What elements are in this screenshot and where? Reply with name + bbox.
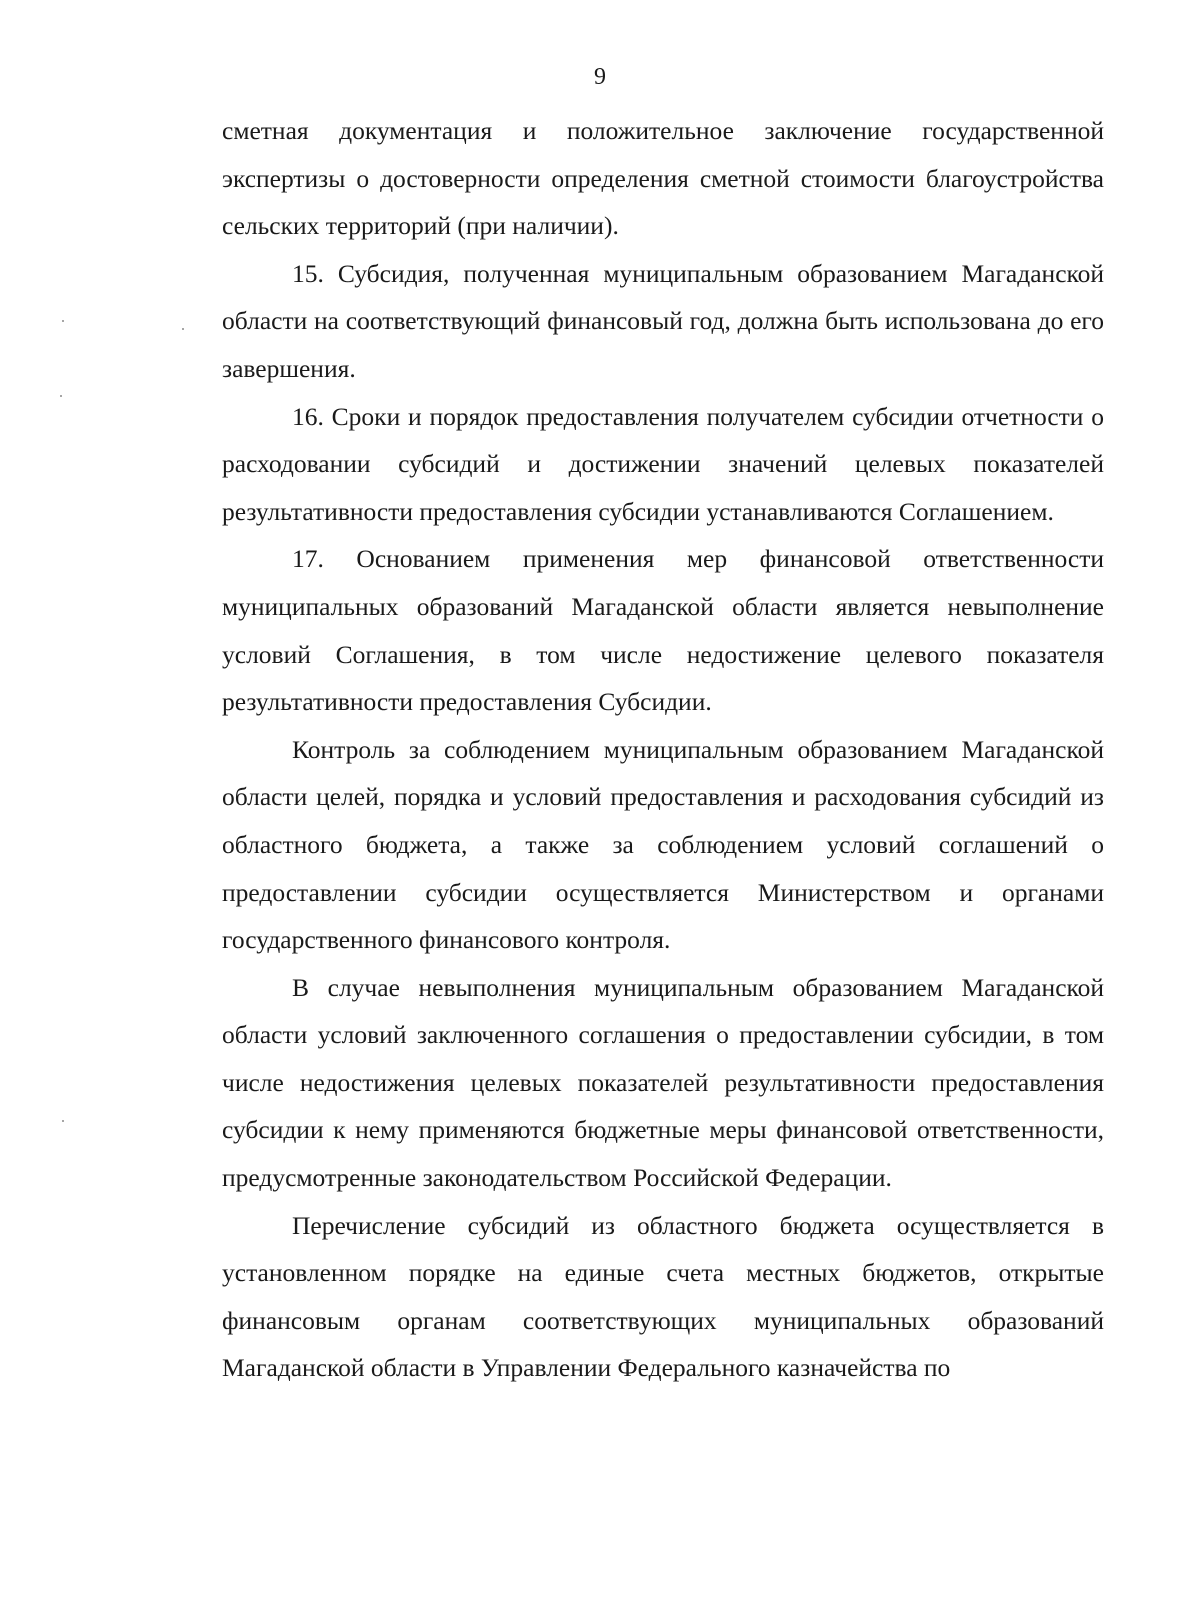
paragraph-17: 17. Основанием применения мер финансовой ответственности муниципальных образований Магаданской области является невыполнение условий Соглашения, в том числе недостижение целевого показателя результативности предоставления Субсидии. — [222, 544, 1104, 717]
document-body — [222, 107, 1104, 1392]
paragraph-continuation: сметная документация и положительное заключение государственной экспертизы о достоверности определения сметной стоимости благоустройства сельских территорий (при наличии). — [222, 116, 1104, 241]
scan-speck — [182, 328, 184, 330]
paragraph-transfer: Перечисление субсидий из областного бюджета осуществляется в установленном порядке на единые счета местных бюджетов, открытые финансовым органам соответствующих муниципальных образований Магаданской области в Управлении Федерального казначейства по — [222, 1210, 1104, 1383]
paragraph-non-fulfillment: В случае невыполнения муниципальным образованием Магаданской области условий заключенного соглашения о предоставлении субсидии, в том числе недостижения целевых показателей результативности предоставления субсидии к нему применяются бюджетные меры финансовой ответственности, предусмотренные законодательством Российской Федерации. — [222, 972, 1104, 1193]
page-number: 9 — [594, 64, 606, 90]
paragraph-15: 15. Субсидия, полученная муниципальным образованием Магаданской области на соответствующий финансовый год, должна быть использована до его завершения. — [222, 258, 1104, 383]
paragraph-control: Контроль за соблюдением муниципальным образованием Магаданской области целей, порядка и условий предоставления и расходования субсидий из областного бюджета, а также за соблюдением условий соглашений о предоставлении субсидии осуществляется Министерством и органами государственного финансового контроля. — [222, 734, 1104, 955]
paragraph-16: 16. Сроки и порядок предоставления получателем субсидии отчетности о расходовании субсидий и достижении значений целевых показателей результативности предоставления субсидии устанавливаются Соглашением. — [222, 401, 1104, 526]
scan-speck — [62, 320, 64, 322]
scan-speck — [62, 1120, 64, 1122]
scan-speck — [60, 395, 62, 397]
